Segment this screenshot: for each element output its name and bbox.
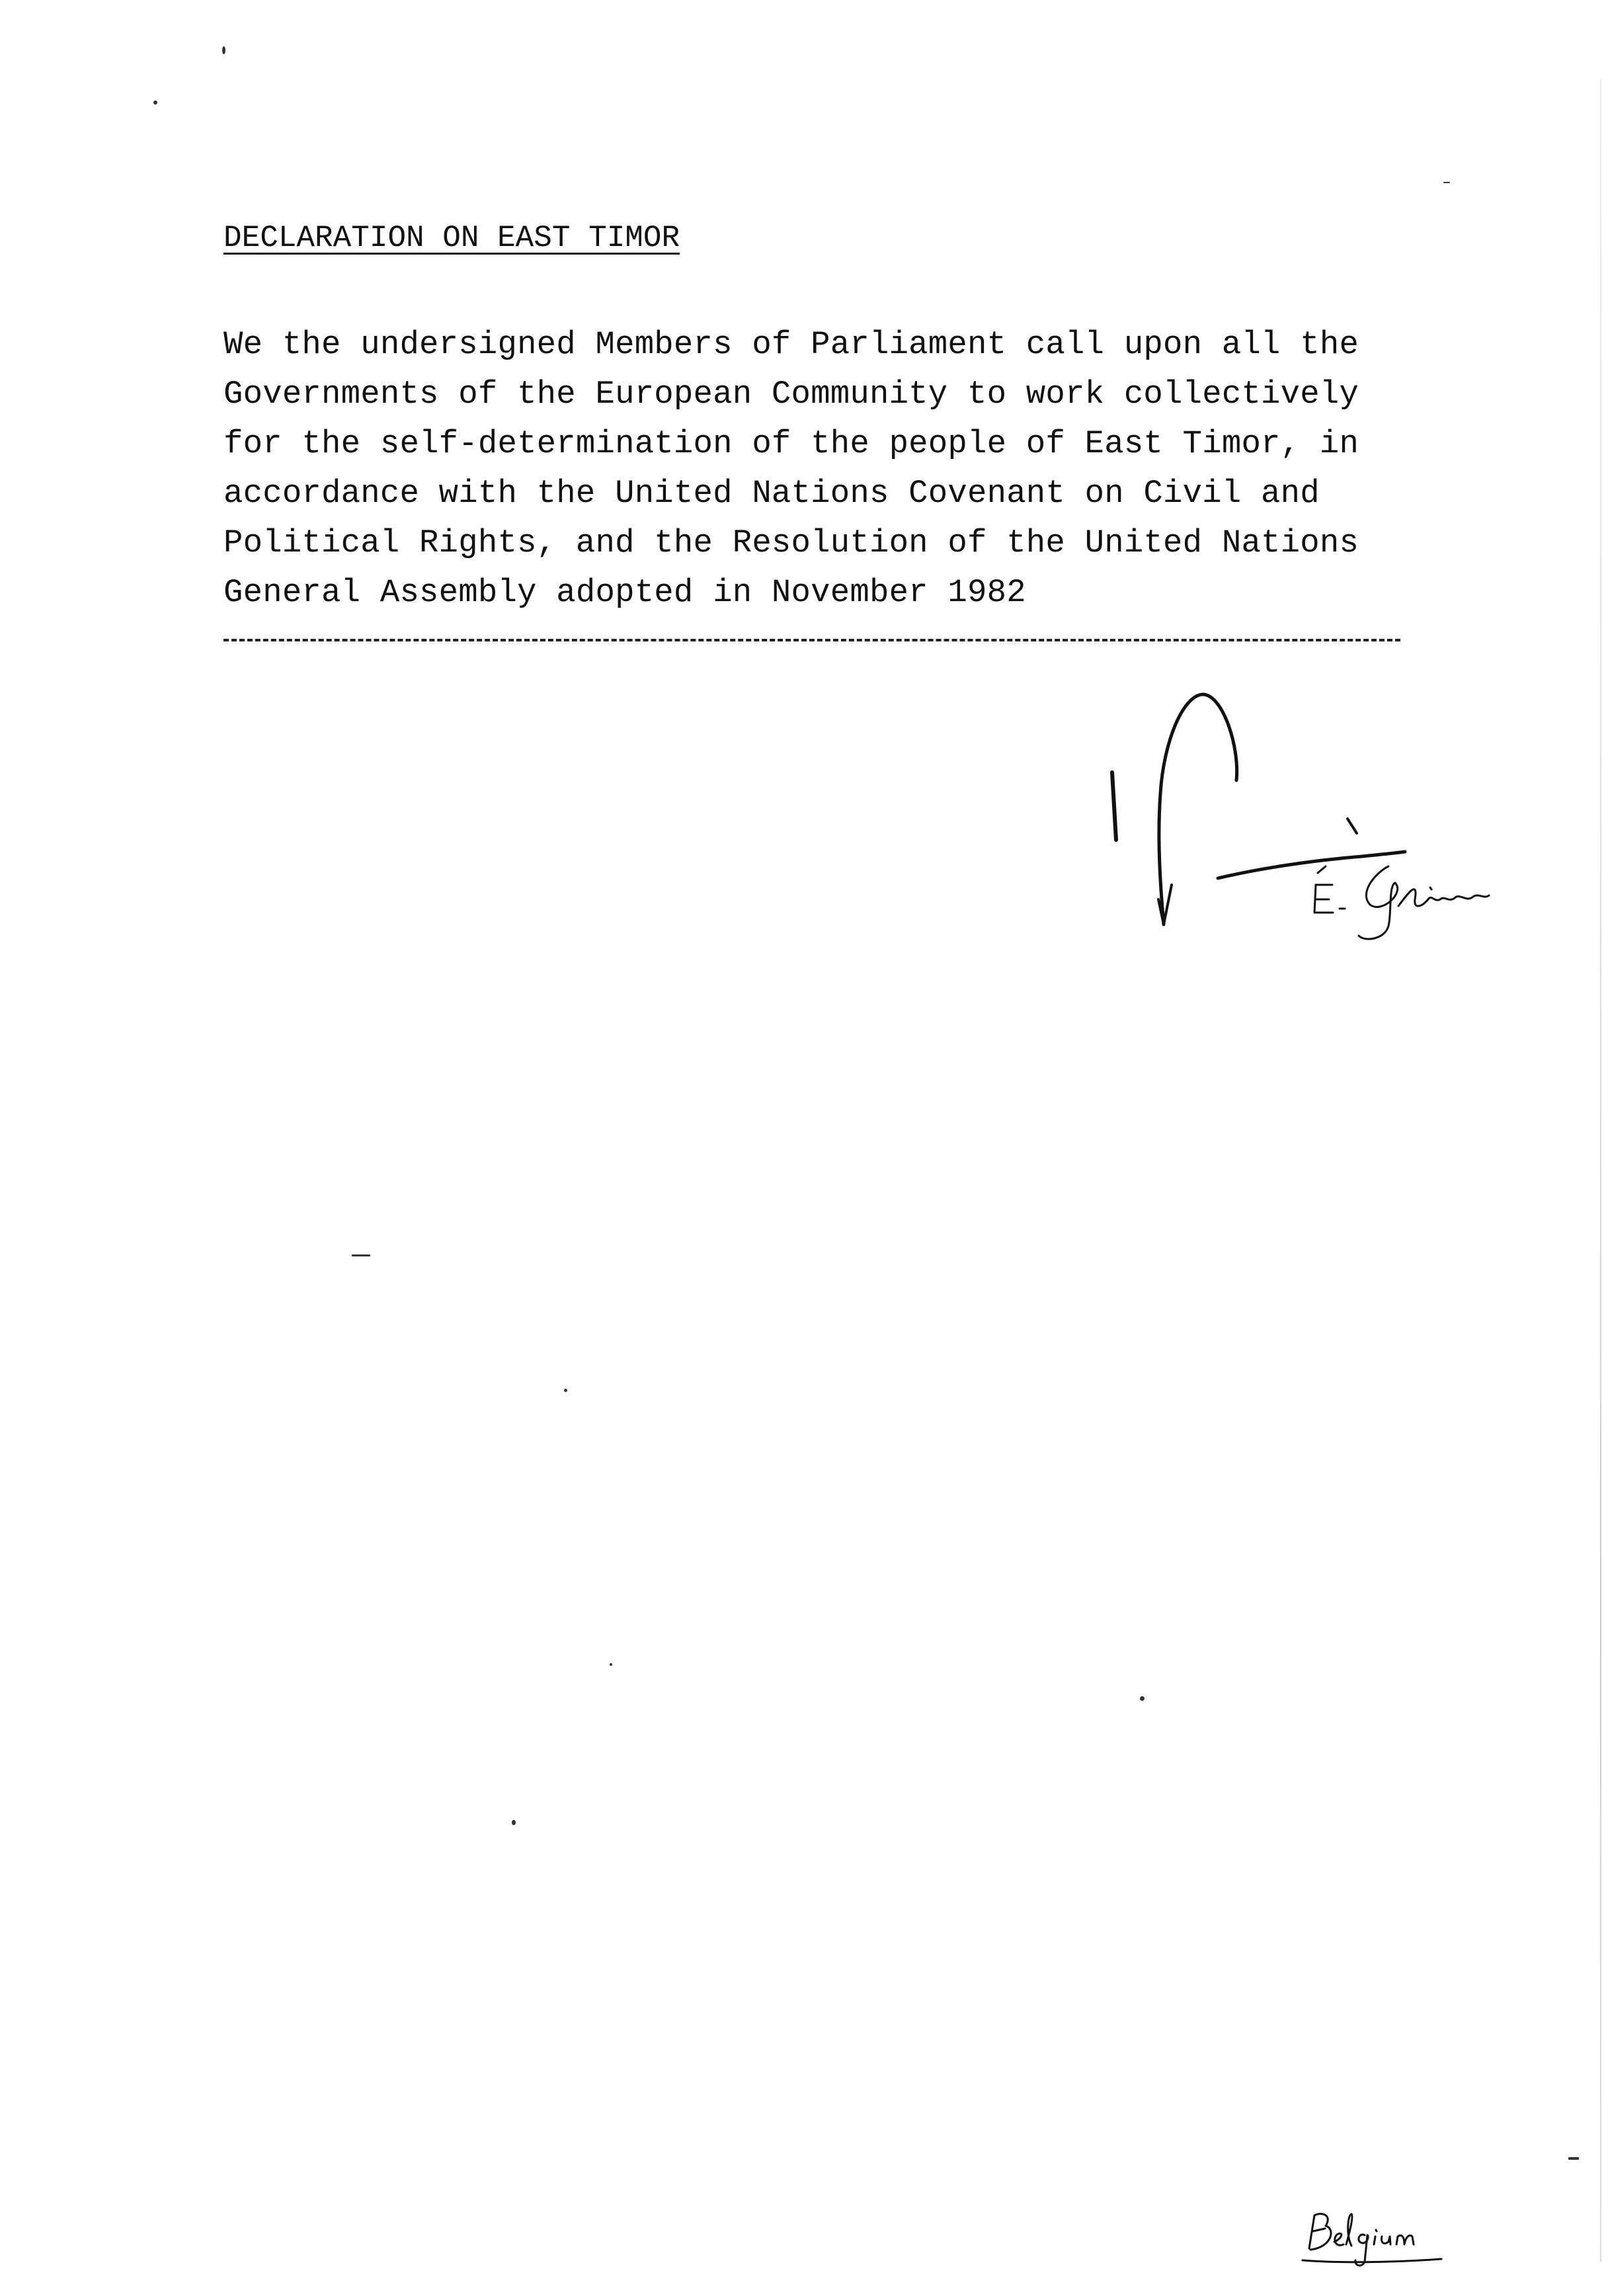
scan-speck	[153, 101, 157, 104]
signature-image	[1098, 675, 1534, 952]
scan-speck	[1443, 182, 1450, 183]
dashed-separator	[223, 639, 1400, 641]
body-line-5: Political Rights, and the Resolution of the United Nations	[223, 524, 1359, 561]
body-line-1: We the undersigned Members of Parliament call upon all the	[223, 326, 1359, 363]
scan-speck	[352, 1254, 370, 1256]
scan-speck	[222, 46, 225, 54]
scan-edge	[1600, 79, 1601, 2262]
scan-speck	[610, 1663, 612, 1666]
body-line-3: for the self-determination of the people of East Timor, in	[223, 425, 1359, 462]
scan-speck	[512, 1820, 516, 1825]
handwritten-country-note	[1296, 2202, 1455, 2275]
scan-speck	[1568, 2157, 1579, 2160]
scan-speck	[564, 1389, 567, 1392]
document-title: DECLARATION ON EAST TIMOR	[223, 221, 680, 255]
declaration-body	[223, 320, 1414, 618]
body-line-6: General Assembly adopted in November 1982	[223, 574, 1026, 611]
body-line-4: accordance with the United Nations Covenant on Civil and	[223, 475, 1320, 512]
body-line-2: Governments of the European Community to work collectively	[223, 376, 1359, 413]
scan-speck	[1140, 1696, 1145, 1701]
